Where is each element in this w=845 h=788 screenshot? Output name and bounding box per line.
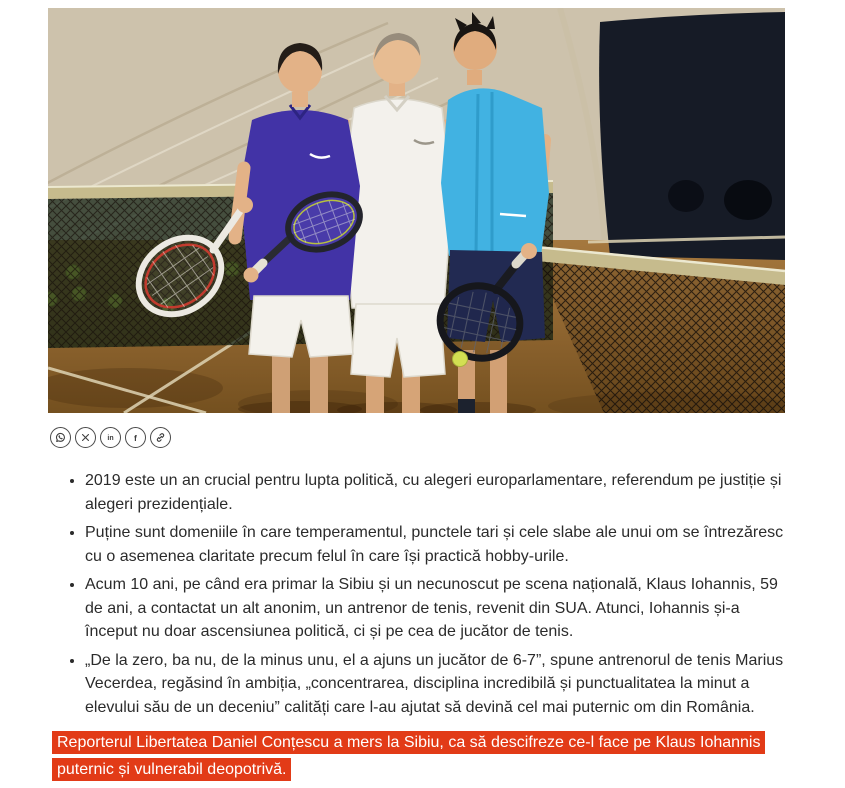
share-facebook-button[interactable] [125,427,146,448]
summary-bullet-list [68,469,793,719]
highlighted-lead-paragraph [52,729,793,783]
whatsapp-icon [54,431,67,444]
svg-text:in: in [107,434,114,442]
summary-bullet: • Acum 10 ani, pe când era primar la Sibiu și un necunoscut pe scena națională, Klaus Iohannis, 59 de ani, a contactat un alt anonim, un antrenor de tenis, revenit din SUA. Atunci, Iohannis și-a început nu doar ascensiunea politică, ci și pe cea de jucător de tenis. [85,573,793,644]
share-copy-link-button[interactable] [150,427,171,448]
facebook-icon [129,431,142,444]
svg-text:f: f [134,432,137,443]
share-whatsapp-button[interactable] [50,427,71,448]
share-buttons-row [50,427,845,448]
share-linkedin-button[interactable] [100,427,121,448]
dark-dome-wall [599,12,785,260]
summary-bullet: • Puține sunt domeniile în care temperamentul, punctele tari și cele slabe ale unui om se întrezăresc cu o asemenea claritate precum felul în care își practică hobby-urile. [85,521,793,568]
article-photo [48,8,785,413]
summary-bullet: • 2019 este un an crucial pentru lupta politică, cu alegeri europarlamentare, referendum pe justiție și alegeri prezidențiale. [85,469,793,516]
summary-bullet: • „De la zero, ba nu, de la minus unu, el a ajuns un jucător de 6-7”, spune antrenorul de tenis Marius Vecerdea, regăsind în ambiția, „concentrarea, disciplina incredibilă și punctualitatea la minut a elevului său de un deceniu” calități care l-au ajutat să devină cel mai puternic om din România. [85,649,793,720]
tennis-court-photo-illustration [48,8,785,413]
x-icon [79,431,92,444]
linkedin-icon [104,431,117,444]
highlighted-text: Reporterul Libertatea Daniel Conțescu a mers la Sibiu, ca să descifreze ce-l face pe Klaus Iohannis puternic și vulnerabil deopotrivă. [52,731,765,781]
link-icon [154,431,167,444]
share-x-button[interactable] [75,427,96,448]
ball-in-racket [453,352,468,367]
